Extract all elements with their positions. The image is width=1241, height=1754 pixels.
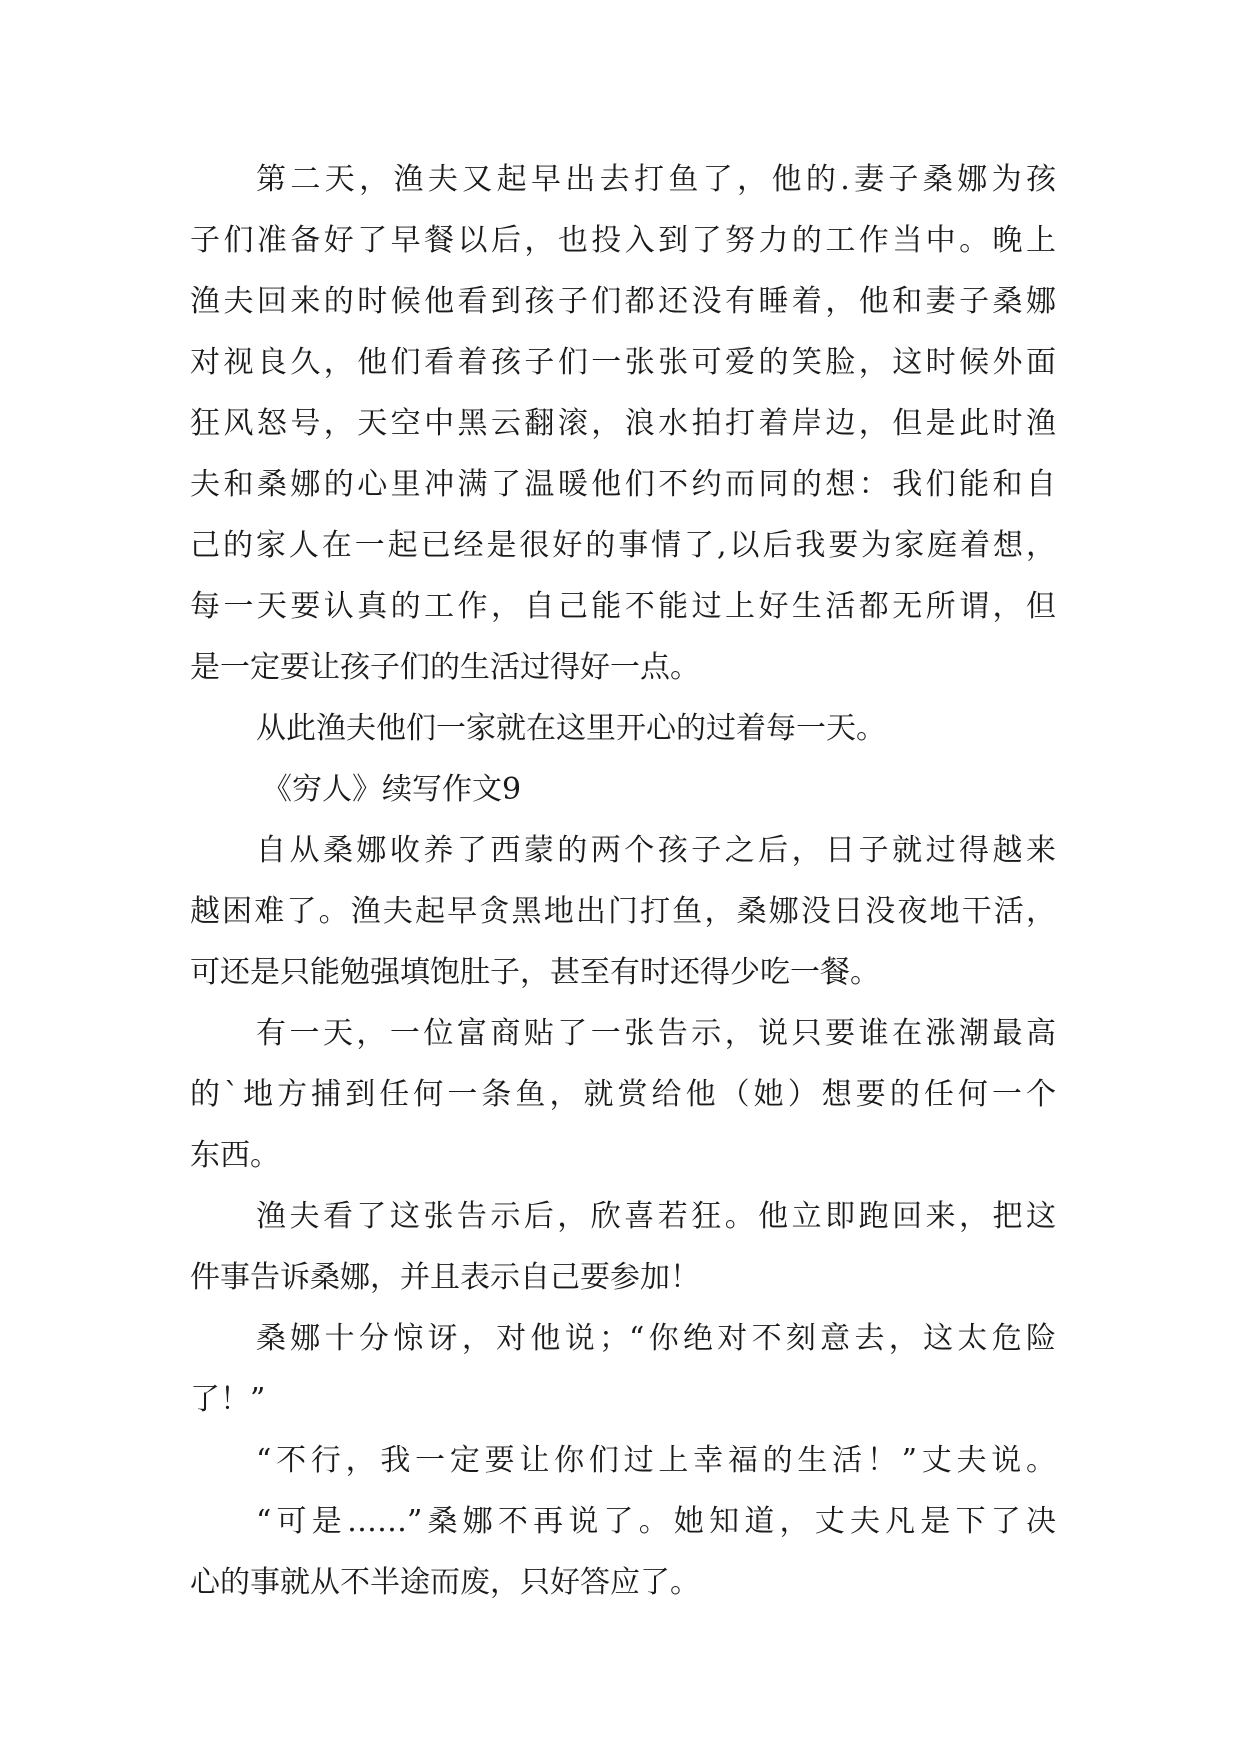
text-line: 有一天，一位富商贴了一张告示，说只要谁在涨潮最高: [256, 1016, 1056, 1051]
text-line: 第二天，渔夫又起早出去打鱼了，他的.妻子桑娜为孩: [256, 162, 1056, 197]
text-line: 是一定要让孩子们的生活过得好一点。: [190, 650, 700, 685]
text-line: 东西。: [190, 1138, 280, 1173]
text-line: 从此渔夫他们一家就在这里开心的过着每一天。: [256, 711, 886, 746]
text-line: 渔夫看了这张告示后，欣喜若狂。他立即跑回来，把这: [256, 1199, 1056, 1234]
text-line: 夫和桑娜的心里冲满了温暖他们不约而同的想：我们能和自: [190, 467, 1056, 502]
text-line: 的`地方捕到任何一条鱼，就赏给他（她）想要的任何一个: [190, 1077, 1056, 1112]
text-line: 渔夫回来的时候他看到孩子们都还没有睡着，他和妻子桑娜: [190, 284, 1056, 319]
document-page: [190, 159, 1056, 1623]
text-line: 越困难了。渔夫起早贪黑地出门打鱼，桑娜没日没夜地干活，: [190, 894, 1056, 929]
text-line: 子们准备好了早餐以后，也投入到了努力的工作当中。晚上: [190, 223, 1056, 258]
text-line: 对视良久，他们看着孩子们一张张可爱的笑脸，这时候外面: [190, 345, 1056, 380]
text-line: 件事告诉桑娜，并且表示自己要参加！: [190, 1260, 700, 1295]
text-line: 可还是只能勉强填饱肚子，甚至有时还得少吃一餐。: [190, 955, 880, 990]
text-line: 心的事就从不半途而废，只好答应了。: [190, 1565, 700, 1600]
text-line: 己的家人在一起已经是很好的事情了,以后我要为家庭着想，: [190, 528, 1056, 563]
text-line: “不行，我一定要让你们过上幸福的生活！”丈夫说。: [256, 1443, 1056, 1478]
text-line: 了！”: [190, 1382, 266, 1417]
text-line: 桑娜十分惊讶，对他说；“你绝对不刻意去，这太危险: [256, 1321, 1056, 1356]
text-line: “可是……”桑娜不再说了。她知道，丈夫凡是下了决: [256, 1504, 1056, 1539]
text-line: 每一天要认真的工作，自己能不能过上好生活都无所谓，但: [190, 589, 1056, 624]
section-heading: 《穷人》续写作文9: [262, 772, 522, 807]
text-line: 狂风怒号，天空中黑云翻滚，浪水拍打着岸边，但是此时渔: [190, 406, 1056, 441]
text-line: 自从桑娜收养了西蒙的两个孩子之后，日子就过得越来: [256, 833, 1056, 868]
